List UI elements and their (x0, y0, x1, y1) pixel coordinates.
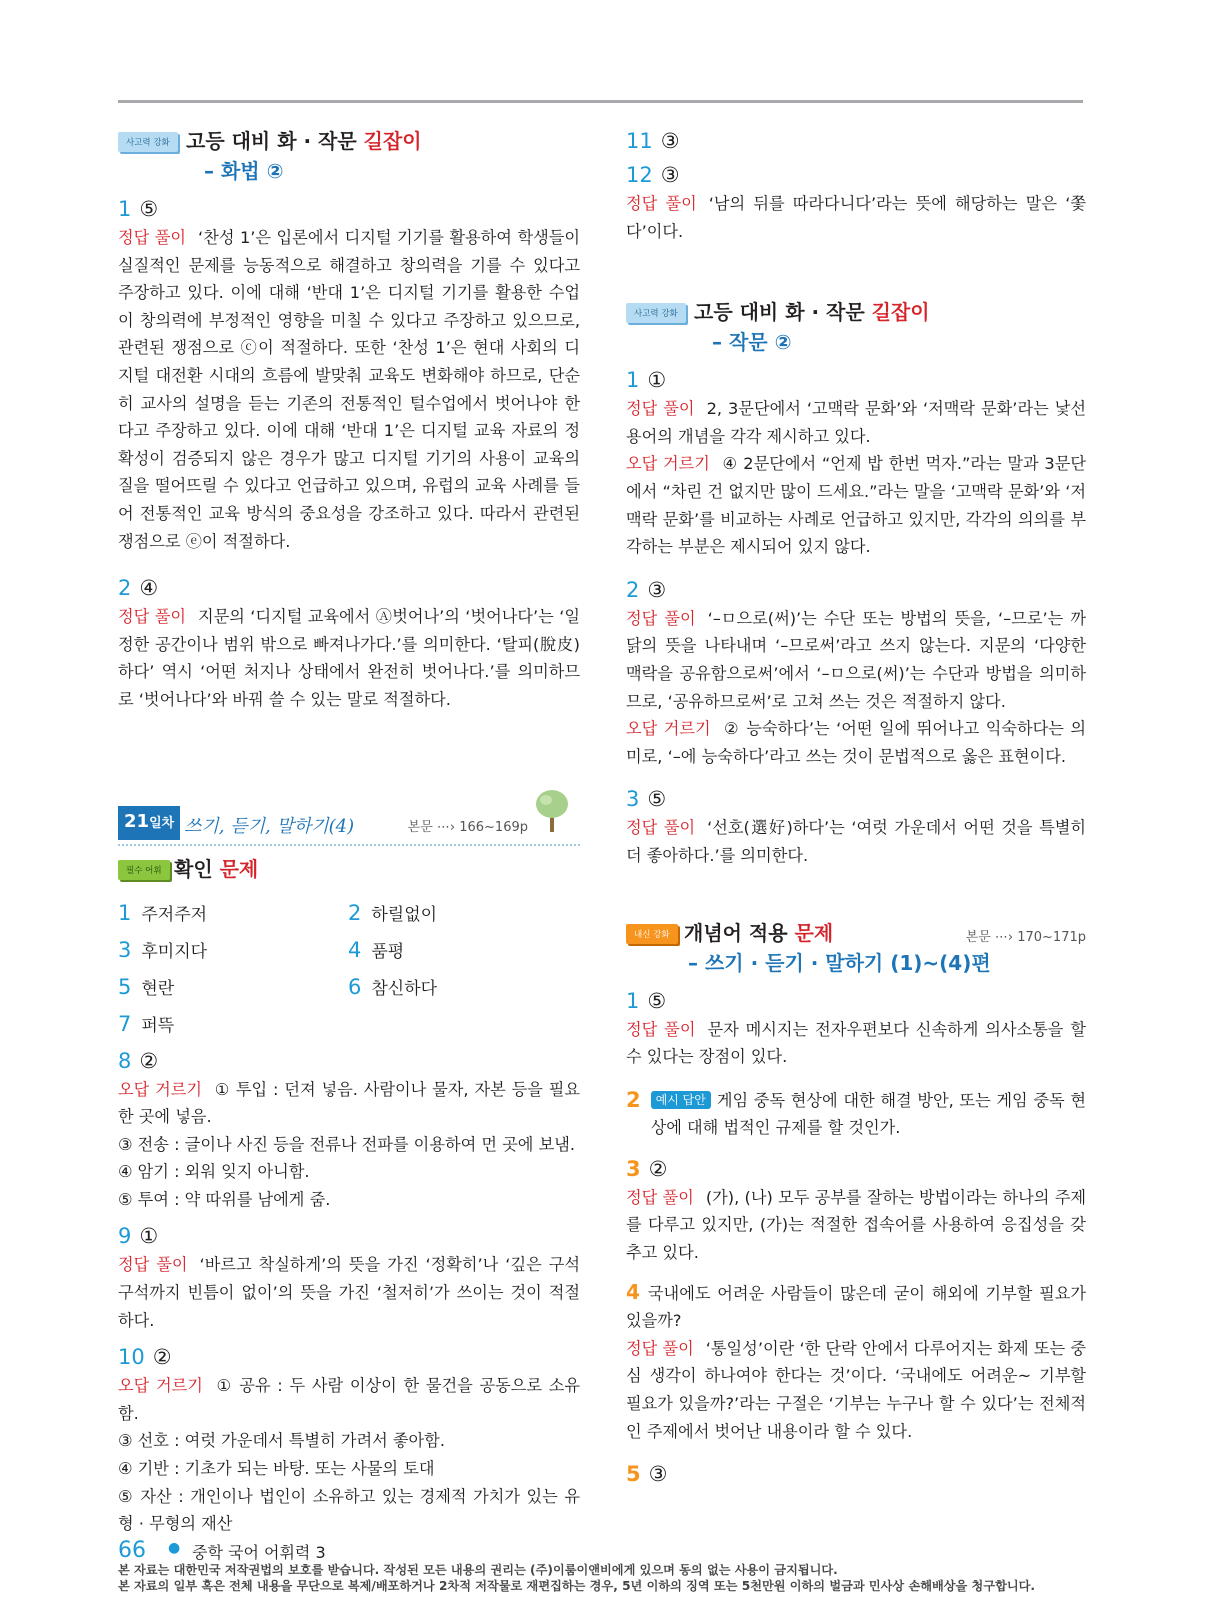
explanation-8-line: ③ 전송 : 글이나 사진 등을 전류나 전파를 이용하여 먼 곳에 보냄. (118, 1134, 576, 1154)
section-badge: 사고력 강화 (626, 303, 686, 323)
list-item: 3 후미지다 (118, 937, 208, 962)
copyright-notice-1: 본 자료는 대한민국 저작권법의 보호를 받습니다. 작성된 모든 내용의 권리는 (주)이룸이앤비에게 있으며 동의 없는 사용이 금지됩니다. (118, 1563, 838, 1577)
right-column (626, 126, 1086, 1489)
vocab-answer-list (118, 900, 580, 1040)
section-title (186, 126, 422, 156)
answer-r3: 3 ⑤ (626, 787, 667, 812)
answer-12: 12 ③ (626, 163, 680, 187)
section-subtitle: – 쓰기 · 듣기 · 말하기 (1)~(4)편 (688, 950, 991, 975)
explanation-10-line: ④ 기반 : 기초가 되는 바탕. 또는 사물의 토대 (118, 1459, 435, 1479)
section-title: 고등 대비 화 · 작문 길잡이 (694, 300, 930, 325)
section-subtitle: – 화법 ② (204, 159, 284, 183)
section-title-main: 고등 대비 화 · 작문 (186, 129, 364, 153)
list-item: 2 하릴없이 (348, 900, 438, 925)
answer-r1: 1 ① (626, 368, 667, 393)
day-header (118, 806, 580, 846)
explanation-12: 정답 풀이 ‘남의 뒤를 따라다니다’라는 뜻에 해당하는 말은 ‘쫓다’이다. (626, 194, 1086, 241)
explanation-8-line: ④ 암기 : 외워 잊지 아니함. (118, 1162, 310, 1182)
left-column (118, 126, 580, 1538)
explanation-s1: 정답 풀이 문자 메시지는 전자우편보다 신속하게 의사소통을 할 수 있다는 장점이 있다. (626, 1019, 1086, 1067)
section-title-accent: 길잡이 (363, 129, 422, 153)
section-header-vocab (118, 852, 580, 892)
section-badge: 필수 어휘 (118, 860, 170, 880)
explanation-8: 오답 거르기 ① 투입 : 던져 넣음. 사람이나 물자, 자본 등을 필요한 곳에 넣음. (118, 1079, 580, 1127)
top-rule (118, 100, 1083, 103)
page-number: 66 (118, 1538, 146, 1563)
explanation-10: 오답 거르기 ① 공유 : 두 사람 이상이 한 물건을 공동으로 소유함. (118, 1376, 580, 1423)
answer-s5: 5 ③ (626, 1462, 668, 1487)
answer-10: 10 ② (118, 1345, 172, 1370)
explanation-1: 정답 풀이 ‘찬성 1’은 입론에서 디지털 기기를 활용하여 학생들이 실질적인 문제를 능동적으로 해결하고 창의력을 기를 수 있다고 주장하고 있다. 이에 대해 ‘반대 1’은 디지털 기기를 활용한 수업이 창의력에 부정적인 영향을 미칠 수 있다고 주장하고 있으므로, 관련된 쟁점으로 ⓒ이 적절하다. 또한 ‘찬성 1’은 현대 사회의 디지털 대전환 시대의 흐름에 발맞춰 교육도 변화해야 하므로, 단순히 교사의 설명을 듣는 기존의 전통적인 털수업에서 벗어나야 한다고 주장하고 있다. 이에 대해 ‘반대 1’은 디지털 교육 자료의 정확성이 검증되지 않은 경우가 많고 디지털 기기의 사용이 교육의 질을 떨어뜨릴 수 있다고 언급하고 있으며, 유럽의 교육 사례를 들어 전통적인 교육 방식의 중요성을 강조하고 있다. 따라서 관련된 쟁점으로 ⓔ이 적절하다. (118, 228, 580, 551)
section-title: 개념어 적용 문제 (684, 920, 834, 945)
answer-r2: 2 ③ (626, 577, 667, 602)
example-answer-badge: 예시 답안 (651, 1091, 711, 1109)
explanation-8-line: ⑤ 투여 : 약 따위를 남에게 줌. (118, 1189, 331, 1209)
answer-s2: 2 예시 답안 게임 중독 현상에 대한 해결 방안, 또는 게임 중독 현상에 대해 법적인 규제를 할 것인가. (626, 1087, 1086, 1138)
tree-icon (532, 788, 572, 834)
explanation-2: 정답 풀이 지문의 ‘디지털 교육에서 Ⓐ벗어나’의 ‘벗어나다’는 ‘일정한 공간이나 범위 밖으로 빠져나가다.’를 의미한다. ‘탈피(脫皮)하다’ 역시 ‘어떤 처지나 상태에서 완전히 벗어나다.’를 의미하므로 ‘벗어나다’와 바꿔 쓸 수 있는 말로 적절하다. (118, 607, 580, 709)
answer-s1: 1 ⑤ (626, 988, 667, 1013)
explanation-s3: 정답 풀이 (가), (나) 모두 공부를 잘하는 방법이라는 하나의 주제를 다루고 있지만, (가)는 적절한 접속어를 사용하여 응집성을 갖추고 있다. (626, 1187, 1086, 1263)
explanation-10-line: ⑤ 자산 : 개인이나 법인이 소유하고 있는 경제적 가치가 있는 유형 · 무형의 재산 (118, 1486, 580, 1534)
list-item: 4 품평 (348, 937, 405, 962)
section-badge: 사고력 강화 (118, 132, 178, 152)
answer-s4: 4 국내에도 어려운 사람들이 많은데 굳이 해외에 기부할 필요가 있을까? (626, 1279, 1086, 1331)
section-page-ref: 본문 ⋯› 170~171p (965, 929, 1086, 945)
list-item: 6 참신하다 (348, 974, 438, 999)
wrong-r1: 오답 거르기 ④ 2문단에서 “언제 밥 한번 먹자.”라는 말과 3문단에서 “차린 건 없지만 많이 드세요.”라는 말을 ‘고맥락 문화’와 ‘저맥락 문화’를 비교하는 사례로 언급하고 있지만, 각각의 의의를 부각하는 부분은 제시되어 있지 않다. (626, 454, 1086, 557)
explanation-r3: 정답 풀이 ‘선호(選好)하다’는 ‘여럿 가운데서 어떤 것을 특별히 더 좋아하다.’를 의미한다. (626, 818, 1086, 865)
explanation-10-line: ③ 선호 : 여럿 가운데서 특별히 가려서 좋아함. (118, 1431, 445, 1451)
copyright-notice-2: 본 자료의 일부 혹은 전체 내용을 무단으로 복제/배포하거나 2차적 저작물로 재편집하는 경우, 5년 이하의 징역 또는 5천만원 이하의 벌금과 민사상 손해배상을 청구합니다. (118, 1579, 1036, 1593)
explanation-r2: 정답 풀이 ‘–ㅁ으로(써)’는 수단 또는 방법의 뜻을, ‘–므로’는 까닭의 뜻을 나타내며 ‘–므로써’라고 쓰지 않는다. 지문의 ‘다양한 맥락을 공유함으로써’에서 ‘–ㅁ으로(써)’는 수단과 방법을 의미하므로, ‘공유하므로써’로 고쳐 쓰는 것은 적절하지 않다. (626, 608, 1086, 711)
footer-dot: ● (168, 1540, 181, 1556)
answer-8: 8 ② (118, 1048, 159, 1073)
answer-s3: 3 ② (626, 1156, 668, 1181)
explanation-9: 정답 풀이 ‘바르고 착실하게’의 뜻을 가진 ‘정확히’나 ‘깊은 구석 구석까지 빈틈이 없이’의 뜻을 가진 ‘철저히’가 쓰이는 것이 적절하다. (118, 1255, 580, 1330)
day-title: 쓰기, 듣기, 말하기(4) (184, 815, 355, 837)
list-item: 5 현란 (118, 974, 175, 999)
section-subtitle: – 작문 ② (712, 330, 792, 355)
section-badge: 내신 강화 (626, 924, 678, 944)
book-title: 중학 국어 어휘력 3 (192, 1543, 326, 1562)
section-header-writing (626, 297, 1086, 365)
section-title: 확인 문제 (174, 856, 259, 881)
explanation-s4: 정답 풀이 ‘통일성’이란 ‘한 단락 안에서 다루어지는 화제 또는 중심 생각이 하나여야 한다는 것’이다. ‘국내에도 어려운~ 기부할 필요가 있을까?’라는 구절은 ‘기부는 누구나 할 수 있다’는 전체적인 주제에서 벗어난 내용이라 할 수 있다. (626, 1338, 1086, 1441)
section-header-concept (626, 918, 1086, 986)
list-item: 7 퍼뜩 (118, 1011, 175, 1036)
answer-11: 11 ③ (626, 129, 680, 153)
day-number: 21일차 (118, 806, 180, 840)
day-page-ref: 본문 ⋯› 166~169p (407, 819, 528, 835)
section-header-speech (118, 126, 580, 194)
answer-2: 2 ④ (118, 576, 159, 601)
wrong-r2: 오답 거르기 ② 능숙하다’는 ‘어떤 일에 뛰어나고 익숙하다는 의미로, ‘–에 능숙하다’라고 쓰는 것이 문법적으로 옳은 표현이다. (626, 719, 1086, 766)
list-item: 1 주저주저 (118, 900, 208, 925)
label-correct: 정답 풀이 (118, 228, 187, 247)
explanation-r1: 정답 풀이 2, 3문단에서 ‘고맥락 문화’와 ‘저맥락 문화’라는 낯선 용어의 개념을 각각 제시하고 있다. (626, 399, 1086, 446)
answer-9: 9 ① (118, 1224, 159, 1249)
answer-1: 1 ⑤ (118, 197, 159, 221)
